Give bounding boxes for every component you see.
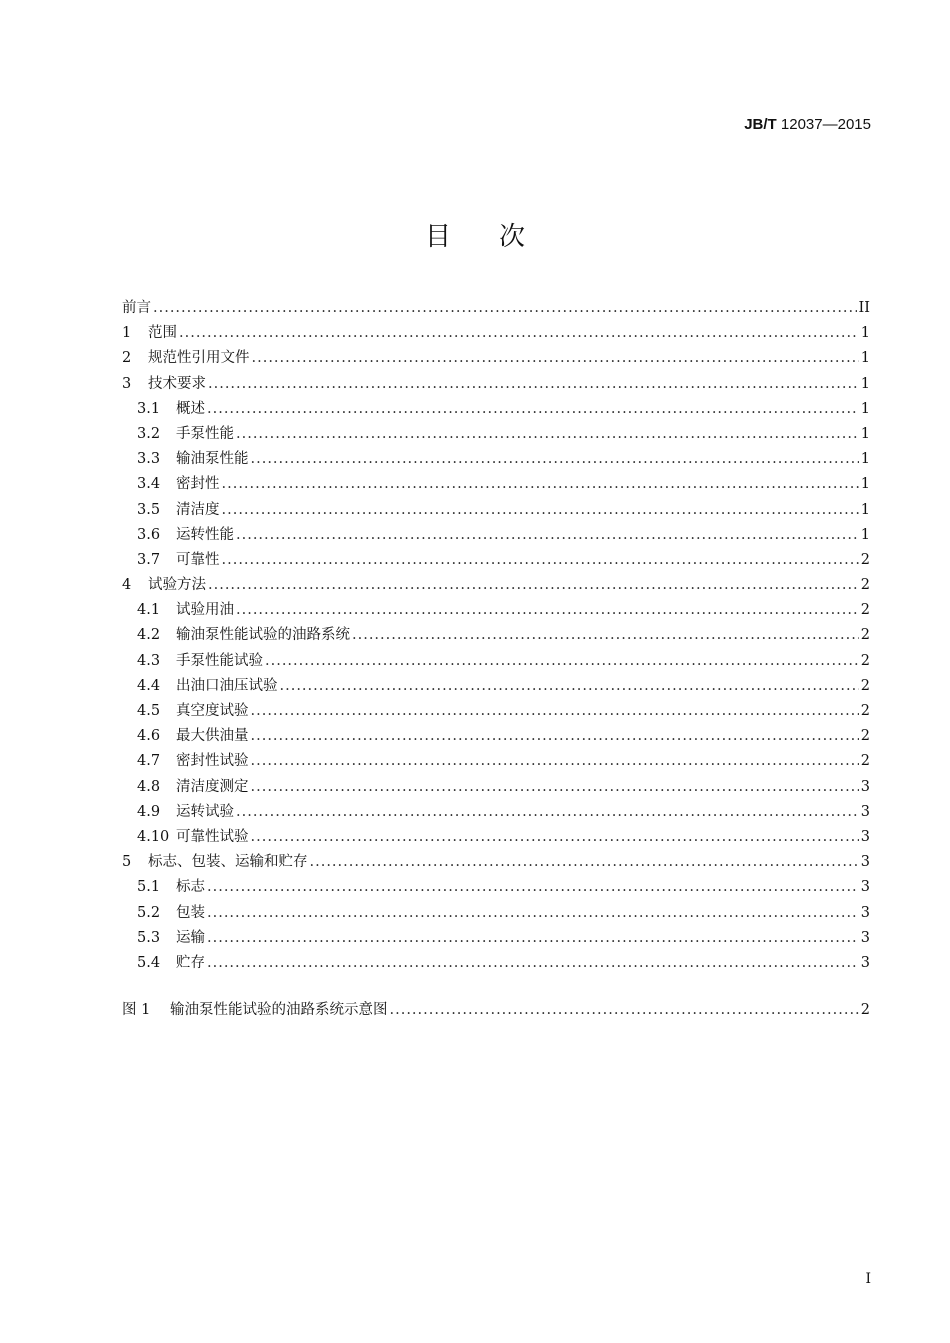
toc-entry-label: 技术要求 (148, 375, 206, 392)
toc-entry-label: 输油泵性能试验的油路系统 (176, 627, 350, 644)
dot-leader (251, 775, 859, 800)
toc-entry-page: 2 (860, 703, 870, 719)
toc-entry[interactable] (122, 372, 870, 397)
toc-entry-label: 清洁度测定 (176, 778, 249, 795)
toc-entry-page: 2 (860, 677, 870, 694)
toc-entry-page: 3 (860, 954, 870, 971)
toc-entry-page: 2 (860, 1002, 870, 1018)
toc-entry-label: 标志 (176, 879, 205, 896)
dot-leader (236, 598, 859, 623)
page-title: 目次 (424, 222, 573, 252)
toc-entry[interactable] (122, 346, 870, 371)
toc-entry[interactable] (122, 800, 870, 825)
toc-entry-label: 真空度试验 (176, 703, 249, 719)
toc-entry-label: 运输 (176, 929, 205, 946)
toc-entry-number: 5.1 (137, 879, 161, 896)
toc-entry-page: 2 (860, 753, 870, 770)
dot-leader (390, 998, 859, 1023)
toc-entry[interactable] (122, 498, 870, 523)
toc-entry-page: 2 (860, 602, 870, 619)
toc-entry-number: 4.5 (137, 703, 161, 719)
toc-entry-label: 标志、包装、运输和贮存 (148, 854, 308, 871)
toc-entry-label: 密封性 (176, 476, 220, 493)
dot-leader (236, 523, 859, 548)
toc-entry-page: 1 (860, 451, 870, 468)
toc-entry-page: 2 (860, 728, 870, 745)
toc-entry-label: 输油泵性能 (176, 451, 249, 468)
toc-entry[interactable] (122, 926, 870, 951)
toc-entry-number: 4.3 (137, 652, 161, 669)
toc-entry-page: 2 (860, 551, 870, 568)
toc-entry-label: 范围 (148, 325, 177, 342)
toc-entry[interactable] (122, 397, 870, 422)
toc-entry-number: 4.9 (137, 803, 161, 820)
toc-entry-number: 3.3 (137, 451, 161, 468)
dot-leader (207, 875, 859, 900)
toc-entry-number: 3.2 (137, 425, 161, 442)
dot-leader (236, 422, 859, 447)
toc-entry-label: 运转试验 (176, 803, 234, 820)
toc-entry-label: 试验方法 (148, 577, 206, 594)
toc-entry[interactable] (122, 422, 870, 447)
toc-entry-page: 3 (860, 929, 870, 946)
toc-entry[interactable] (122, 598, 870, 623)
toc-entry-page: 1 (860, 325, 870, 342)
toc-entry[interactable] (122, 523, 870, 548)
toc-entry-label: 贮存 (176, 954, 205, 971)
toc-entry[interactable] (122, 296, 870, 321)
toc-entry-label: 概述 (176, 400, 205, 417)
dot-leader (265, 649, 859, 674)
toc-entry[interactable] (122, 850, 870, 875)
dot-leader (207, 926, 859, 951)
toc-entry-page: II (858, 300, 870, 316)
toc-entry-number: 4.7 (137, 753, 161, 770)
toc-entry-number: 5 (122, 854, 132, 871)
dot-leader (251, 724, 859, 749)
dot-leader (207, 397, 859, 422)
toc-entry[interactable] (122, 674, 870, 699)
toc-entry-number: 4.2 (137, 627, 161, 644)
dot-leader (352, 623, 859, 648)
toc-entry-number: 5.4 (137, 954, 161, 971)
toc-entry[interactable] (122, 321, 870, 346)
dot-leader (222, 472, 859, 497)
toc-entry[interactable] (122, 649, 870, 674)
toc-entry-number: 4.8 (137, 778, 161, 795)
toc-entry-number: 5.2 (137, 904, 161, 921)
toc-entry[interactable] (122, 998, 870, 1023)
toc-entry-label: 最大供油量 (176, 728, 249, 745)
toc-entry-page: 3 (860, 803, 870, 820)
dot-leader (280, 674, 859, 699)
toc-entry-label: 可靠性 (176, 551, 220, 568)
dot-leader (222, 548, 859, 573)
toc-entry-label: 手泵性能试验 (176, 652, 263, 669)
dot-leader (251, 825, 859, 850)
toc-entry[interactable] (122, 623, 870, 648)
toc-entry-number: 3.5 (137, 501, 161, 518)
toc-entry[interactable] (122, 472, 870, 497)
standard-code (744, 116, 871, 133)
toc-entry-number: 1 (122, 325, 132, 342)
toc-entry-page: 1 (860, 350, 870, 367)
toc-entry[interactable] (122, 951, 870, 976)
toc-entry-page: 2 (860, 577, 870, 594)
toc-entry-label: 规范性引用文件 (148, 350, 250, 367)
toc-entry-number: 3 (122, 375, 132, 392)
toc-entry-page: 3 (860, 778, 870, 795)
dot-leader (252, 346, 859, 371)
toc-entry-page: 3 (860, 854, 870, 871)
toc-entry-label: 前言 (122, 300, 151, 316)
dot-leader (222, 498, 859, 523)
toc-entry[interactable] (122, 699, 870, 724)
toc-entry-page: 1 (860, 501, 870, 518)
toc-entry[interactable] (122, 724, 870, 749)
toc-entry[interactable] (122, 775, 870, 800)
toc-entry-number: 3.7 (137, 551, 161, 568)
dot-leader (236, 800, 859, 825)
dot-leader (153, 296, 857, 321)
toc-entry-page: 1 (860, 526, 870, 543)
table-of-contents (122, 296, 870, 976)
toc-entry-number: 4 (122, 577, 132, 594)
toc-entry-page: 3 (860, 828, 870, 845)
dot-leader (251, 699, 859, 724)
toc-entry-label: 可靠性试验 (176, 828, 249, 845)
figure-list (122, 998, 870, 1023)
toc-entry-page: 3 (860, 904, 870, 921)
dot-leader (207, 951, 859, 976)
toc-entry-page: 2 (860, 627, 870, 644)
toc-entry-number: 2 (122, 350, 132, 367)
toc-entry-page: 3 (860, 879, 870, 896)
toc-entry-label: 包装 (176, 904, 205, 921)
toc-entry-page: 1 (860, 375, 870, 392)
toc-entry[interactable] (122, 901, 870, 926)
toc-entry[interactable] (122, 749, 870, 774)
toc-entry-page: 1 (860, 476, 870, 493)
dot-leader (251, 447, 859, 472)
toc-entry-number: 4.10 (137, 828, 170, 845)
toc-entry-label: 密封性试验 (176, 753, 249, 770)
toc-entry-number: 3.1 (137, 400, 161, 417)
dot-leader (310, 850, 859, 875)
toc-entry-number: 图 1 (122, 1002, 151, 1018)
toc-entry-label: 试验用油 (176, 602, 234, 619)
dot-leader (251, 749, 859, 774)
toc-entry-number: 3.4 (137, 476, 161, 493)
toc-entry-page: 2 (860, 652, 870, 669)
toc-entry-number: 4.4 (137, 677, 161, 694)
dot-leader (208, 372, 859, 397)
toc-entry[interactable] (122, 447, 870, 472)
toc-entry-number: 4.6 (137, 728, 161, 745)
page-number: I (865, 1271, 871, 1287)
toc-entry-label: 运转性能 (176, 526, 234, 543)
toc-entry-number: 4.1 (137, 602, 161, 619)
toc-entry-label: 输油泵性能试验的油路系统示意图 (170, 1002, 388, 1018)
toc-entry-page: 1 (860, 425, 870, 442)
dot-leader (208, 573, 859, 598)
standard-code-prefix: JB/T (744, 116, 777, 133)
toc-entry-page: 1 (860, 400, 870, 417)
standard-code-number: 12037—2015 (780, 116, 871, 133)
toc-entry-number: 3.6 (137, 526, 161, 543)
toc-entry-label: 手泵性能 (176, 425, 234, 442)
toc-entry[interactable] (122, 825, 870, 850)
toc-entry-label: 出油口油压试验 (176, 677, 278, 694)
toc-entry-number: 5.3 (137, 929, 161, 946)
toc-entry[interactable] (122, 573, 870, 598)
toc-entry-label: 清洁度 (176, 501, 220, 518)
dot-leader (179, 321, 859, 346)
toc-entry[interactable] (122, 875, 870, 900)
toc-entry[interactable] (122, 548, 870, 573)
dot-leader (207, 901, 859, 926)
